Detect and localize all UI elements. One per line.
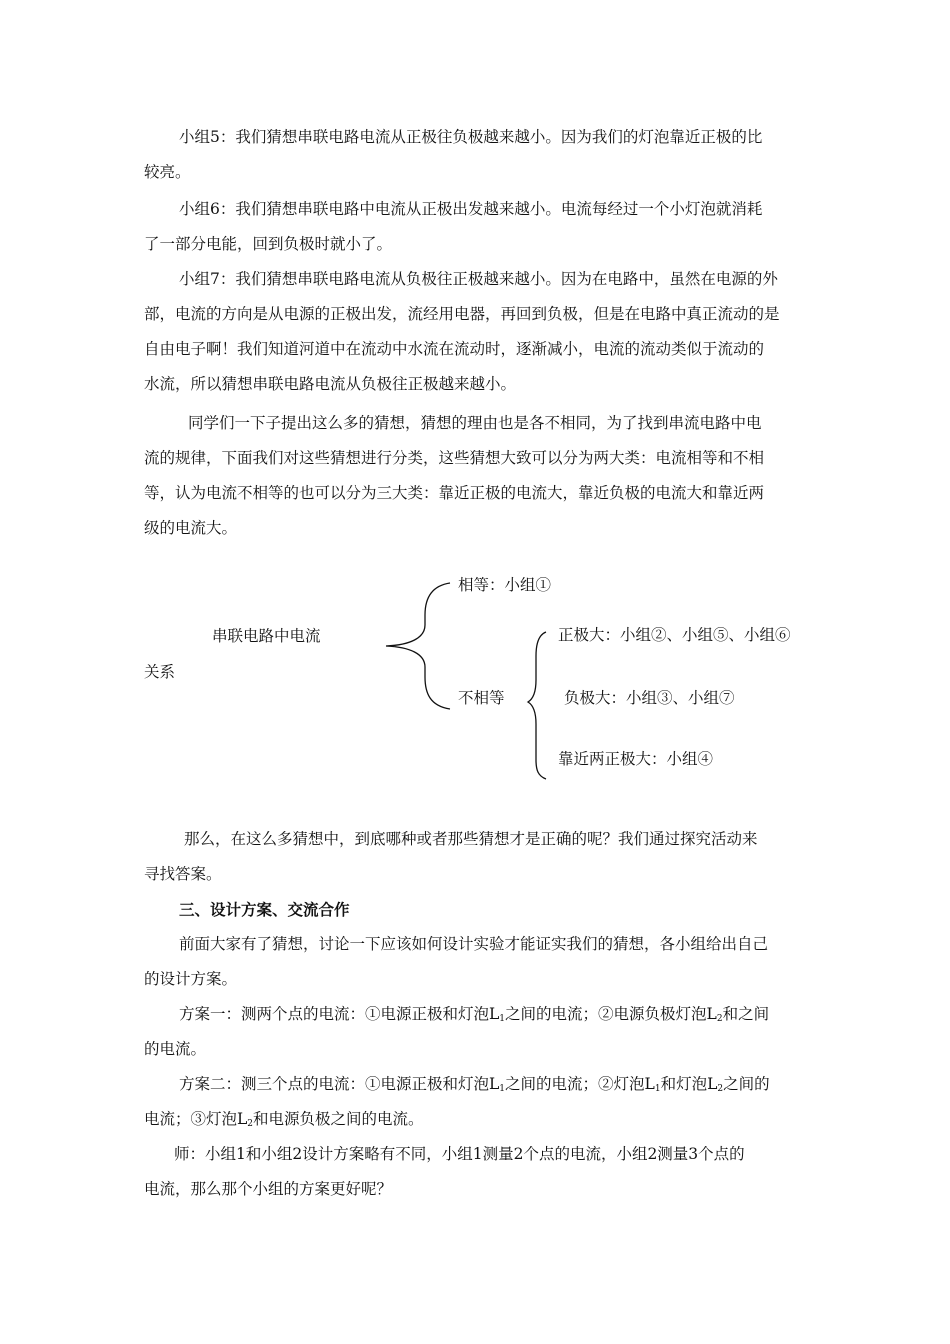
plan2-text-b: 之间的电流；②灯泡L (505, 1075, 655, 1093)
text-line: 师：小组1和小组2设计方案略有不同，小组1测量2个点的电流，小组2测量3个点的 (174, 1145, 745, 1163)
paragraph-question (144, 829, 810, 884)
plan2-text-c: 和灯泡L (660, 1075, 718, 1093)
subscript: 2 (247, 1119, 254, 1129)
text-line: 等，认为电流不相等的也可以分为三大类：靠近正极的电流大，靠近负极的电流大和靠近两 (144, 484, 765, 502)
text-line: 那么，在这么多猜想中，到底哪种或者那些猜想才是正确的呢？我们通过探究活动来 (184, 830, 758, 848)
subscript: 1 (499, 1014, 506, 1024)
small-brace (528, 632, 546, 779)
diagram-root: 串联电路中电流 (212, 627, 321, 645)
text-line: 小组5：我们猜想串联电路电流从正极往负极越来越小。因为我们的灯泡靠近正极的比 (179, 128, 763, 146)
text-line (144, 1074, 810, 1094)
subscript: 1 (654, 1084, 661, 1094)
text-line (144, 1004, 810, 1024)
diagram-positive: 正极大：小组②、小组⑤、小组⑥ (558, 626, 791, 644)
subscript: 2 (717, 1084, 724, 1094)
text-line: 小组6：我们猜想串联电路中电流从正极出发越来越小。电流每经过一个小灯泡就消耗 (179, 200, 763, 218)
plan1-text-b: 之间的电流；②电源负极灯泡L (505, 1005, 717, 1023)
paragraph-plan1 (144, 1004, 810, 1059)
plan2-line2-a: 电流；③灯泡L (144, 1110, 248, 1128)
text-line: 较亮。 (144, 163, 191, 181)
plan2-text-d: 之间的 (723, 1075, 770, 1093)
text-line: 寻找答案。 (144, 865, 222, 883)
diagram-unequal: 不相等 (458, 689, 505, 707)
large-brace (386, 583, 450, 709)
text-line: 同学们一下子提出这么多的猜想，猜想的理由也是各不相同，为了找到串流电路中电 (188, 414, 762, 432)
plan1-text-a: 方案一：测两个点的电流：①电源正极和灯泡L (179, 1005, 500, 1023)
text-line: 小组7：我们猜想串联电路电流从负极往正极越来越小。因为在电路中，虽然在电源的外 (179, 270, 778, 288)
text-line: 流的规律，下面我们对这些猜想进行分类，这些猜想大致可以分为两大类：电流相等和不相 (144, 449, 765, 467)
diagram-equal: 相等：小组① (458, 576, 552, 594)
text-line: 了一部分电能，回到负极时就小了。 (144, 235, 393, 253)
text-line: 的电流。 (144, 1040, 207, 1058)
plan2-line2-b: 和电源负极之间的电流。 (253, 1110, 424, 1128)
paragraph-teacher (144, 1144, 810, 1199)
section-heading: 三、设计方案、交流合作 (179, 900, 350, 919)
text-line: 自由电子啊！我们知道河道中在流动中水流在流动时，逐渐减小，电流的流动类似于流动的 (144, 340, 765, 358)
text-line: 水流，所以猜想串联电路电流从负极往正极越来越小。 (144, 375, 517, 393)
paragraph-plan2 (144, 1074, 810, 1129)
text-line: 电流，那么那个小组的方案更好呢？ (144, 1180, 393, 1198)
text-line: 前面大家有了猜想，讨论一下应该如何设计实验才能证实我们的猜想，各小组给出自己 (179, 935, 769, 953)
plan1-text-c: 和之间 (722, 1005, 770, 1023)
plan2-text-a: 方案二：测三个点的电流：①电源正极和灯泡L (179, 1075, 500, 1093)
paragraph-design (144, 934, 810, 989)
text-line: 的设计方案。 (144, 970, 238, 988)
subscript: 2 (716, 1014, 723, 1024)
text-line (144, 1109, 810, 1129)
diagram-both: 靠近两正极大：小组④ (558, 750, 714, 768)
subscript: 1 (499, 1084, 506, 1094)
text-line: 部，电流的方向是从电源的正极出发，流经用电器，再回到负极，但是在电路中真正流动的是 (144, 305, 780, 323)
diagram-root-continued: 关系 (144, 663, 176, 681)
diagram-negative: 负极大：小组③、小组⑦ (564, 689, 735, 707)
text-line: 级的电流大。 (144, 519, 238, 537)
